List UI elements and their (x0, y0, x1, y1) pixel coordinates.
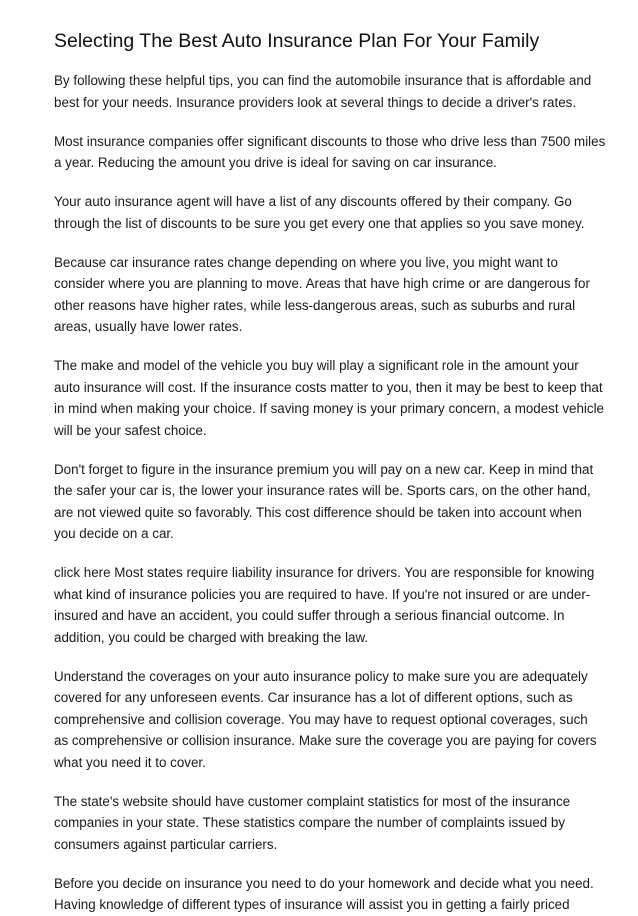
text-line: The make and model of the vehicle you buy will play a significant role in the amount your (54, 358, 579, 373)
text-line: comprehensive and collision coverage. You may have to request optional coverages, such (54, 711, 588, 727)
text-line: Most insurance companies offer significant discounts to those who drive less than 7500 miles (54, 133, 606, 149)
text-line: consider where you are planning to move. Areas that have high crime or are dangerous for (54, 276, 590, 291)
text-line: addition, you could be charged with breaking the law. (54, 629, 369, 645)
paragraph (54, 666, 597, 774)
text-line: best for your needs. Insurance providers look at several things to decide a driver's rates. (54, 94, 577, 110)
paragraph (54, 191, 584, 234)
text-line: other reasons have higher rates, while less-dangerous areas, such as suburbs and rural (54, 297, 576, 313)
text-line: companies in your state. These statistics compare the number of complaints issued by (54, 815, 566, 830)
paragraph (54, 131, 606, 174)
text-line: a year. Reducing the amount you drive is ideal for saving on car insurance. (54, 155, 497, 170)
paragraph (54, 252, 590, 338)
text-line: the safer your car is, the lower your insurance rates will be. Sports cars, on the other hand, (54, 483, 591, 498)
text-line: insured and have an accident, you could suffer through a serious financial outcome. In (54, 608, 565, 623)
text-line: you decide on a car. (54, 526, 174, 541)
paragraph (54, 873, 594, 916)
paragraph (54, 459, 594, 545)
text-line: Because car insurance rates change depending on where you live, you might want to (54, 254, 558, 270)
text-line: covered for any unforeseen events. Car insurance has a lot of different options, such as (54, 690, 573, 705)
paragraph (54, 355, 605, 441)
text-line: what you need it to cover. (54, 754, 206, 770)
text-line: click here Most states require liability insurance for drivers. You are responsible for knowing (54, 565, 595, 580)
text-line: Your auto insurance agent will have a list of any discounts offered by their company. Go (54, 194, 572, 209)
text-line: will be your safest choice. (54, 422, 207, 438)
text-line: The state's website should have customer complaint statistics for most of the insurance (54, 793, 571, 809)
text-line: what kind of insurance policies you are required to have. If you're not insured or are under- (54, 586, 591, 602)
paragraph (54, 70, 592, 113)
text-line: Having knowledge of different types of insurance will assist you in getting a fairly priced (54, 897, 570, 912)
text-line: Don't forget to figure in the insurance premium you will pay on a new car. Keep in mind that (54, 461, 594, 477)
text-line: consumers against particular carriers. (54, 836, 278, 852)
text-line: Understand the coverages on your auto insurance policy to make sure you are adequately (54, 668, 588, 684)
document-title: Selecting The Best Auto Insurance Plan For Your Family (54, 30, 540, 52)
text-line: as comprehensive or collision insurance. Make sure the coverage you are paying for covers (54, 733, 597, 748)
paragraph (54, 562, 595, 648)
text-line: areas, usually have lower rates. (54, 319, 243, 334)
paragraph (54, 791, 584, 856)
text-line: auto insurance will cost. If the insurance costs matter to you, then it may be best to keep that (54, 379, 603, 395)
text-line: through the list of discounts to be sure you get every one that applies so you save money. (54, 215, 585, 231)
text-line: in mind when making your choice. If saving money is your primary concern, a modest vehicle (54, 401, 605, 416)
text-line: Before you decide on insurance you need to do your homework and decide what you need. (54, 875, 594, 891)
text-line: By following these helpful tips, you can find the automobile insurance that is affordable and (54, 73, 592, 88)
text-line: are not viewed quite so favorably. This cost difference should be taken into account when (54, 504, 582, 520)
